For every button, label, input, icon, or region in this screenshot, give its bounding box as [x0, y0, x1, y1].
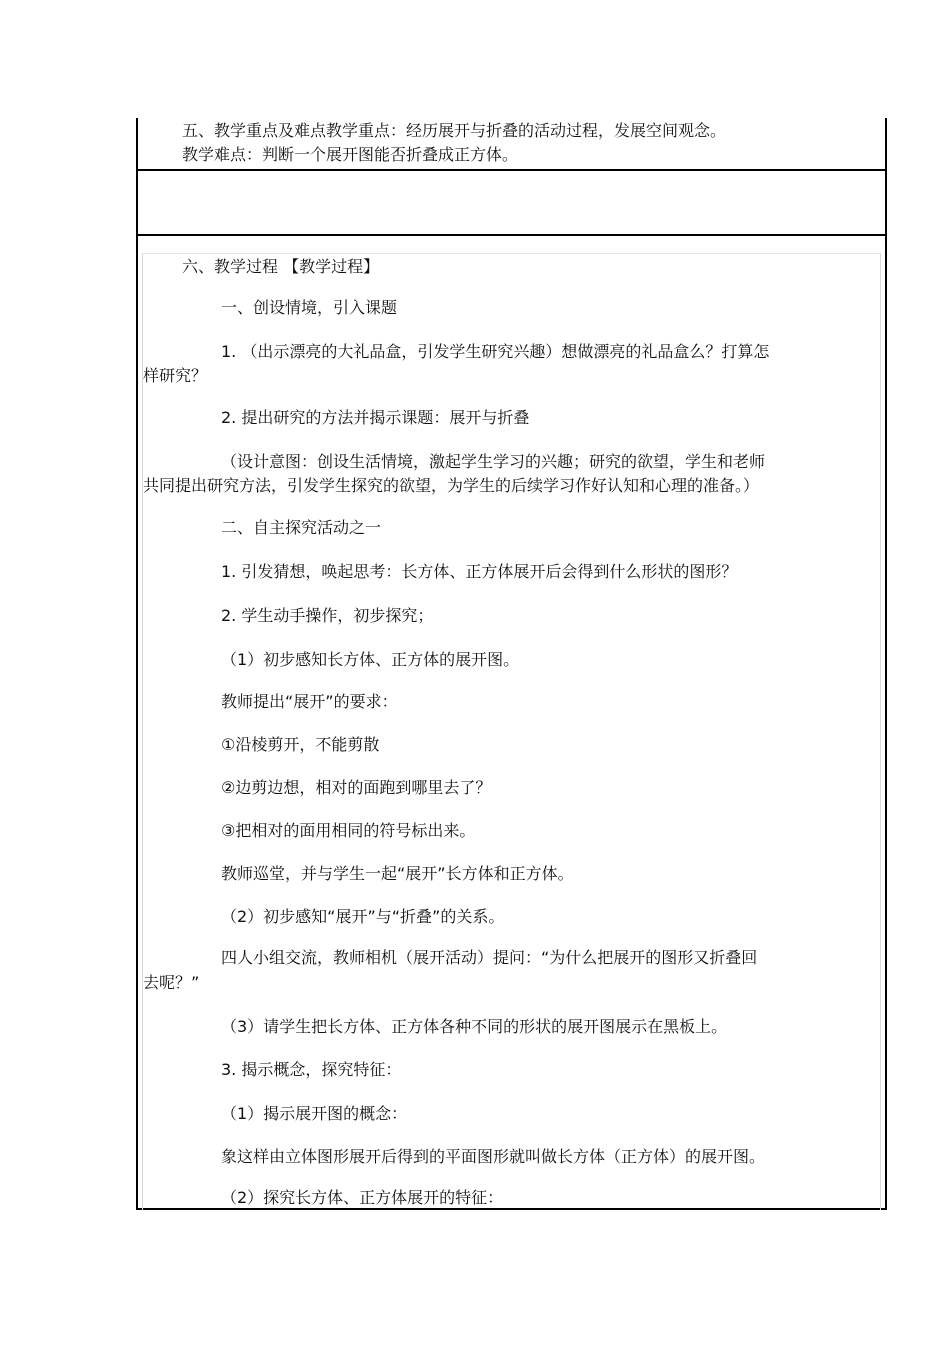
paragraph: 1. （出示漂亮的大礼品盒，引发学生研究兴趣）想做漂亮的礼品盒么？打算怎	[221, 342, 770, 361]
table-row-divider	[136, 169, 887, 171]
paragraph: （3）请学生把长方体、正方体各种不同的形状的展开图展示在黑板上。	[221, 1017, 728, 1036]
paragraph: ③把相对的面用相同的符号标出来。	[221, 821, 476, 840]
paragraph: （2）探究长方体、正方体展开的特征：	[221, 1188, 504, 1207]
paragraph: （1）初步感知长方体、正方体的展开图。	[221, 650, 520, 669]
table-row-divider	[136, 234, 887, 236]
section-heading: 六、教学过程 【教学过程】	[182, 257, 380, 276]
paragraph: 象这样由立体图形展开后得到的平面图形就叫做长方体（正方体）的展开图。	[221, 1147, 766, 1166]
paragraph: 教师巡堂，并与学生一起“展开”长方体和正方体。	[221, 864, 574, 883]
key-points-line: 五、教学重点及难点教学重点：经历展开与折叠的活动过程，发展空间观念。	[182, 121, 727, 140]
paragraph: ①沿棱剪开，不能剪散	[221, 735, 380, 754]
difficulty-line: 教学难点：判断一个展开图能否折叠成正方体。	[182, 145, 519, 164]
paragraph-continuation: 共同提出研究方法，引发学生探究的欲望，为学生的后续学习作好认知和心理的准备。）	[143, 476, 760, 495]
paragraph: （设计意图：创设生活情境，激起学生学习的兴趣；研究的欲望，学生和老师	[221, 452, 766, 471]
paragraph: 二、自主探究活动之一	[221, 518, 382, 537]
paragraph: 3. 揭示概念，探究特征：	[221, 1060, 402, 1079]
paragraph-continuation: 去呢？”	[143, 973, 200, 992]
paragraph: （1）揭示展开图的概念：	[221, 1104, 408, 1123]
paragraph: 教师提出“展开”的要求：	[221, 692, 398, 711]
paragraph-continuation: 样研究？	[143, 366, 208, 385]
paragraph: 四人小组交流，教师相机（展开活动）提问：“为什么把展开的图形又折叠回	[221, 948, 758, 967]
paragraph: 2. 学生动手操作，初步探究；	[221, 606, 434, 625]
paragraph: ②边剪边想，相对的面跑到哪里去了？	[221, 778, 492, 797]
paragraph: （2）初步感知“展开”与“折叠”的关系。	[221, 907, 505, 926]
paragraph: 2. 提出研究的方法并揭示课题：展开与折叠	[221, 408, 530, 427]
paragraph: 1. 引发猜想，唤起思考：长方体、正方体展开后会得到什么形状的图形？	[221, 562, 738, 581]
paragraph: 一、创设情境，引入课题	[221, 298, 398, 317]
